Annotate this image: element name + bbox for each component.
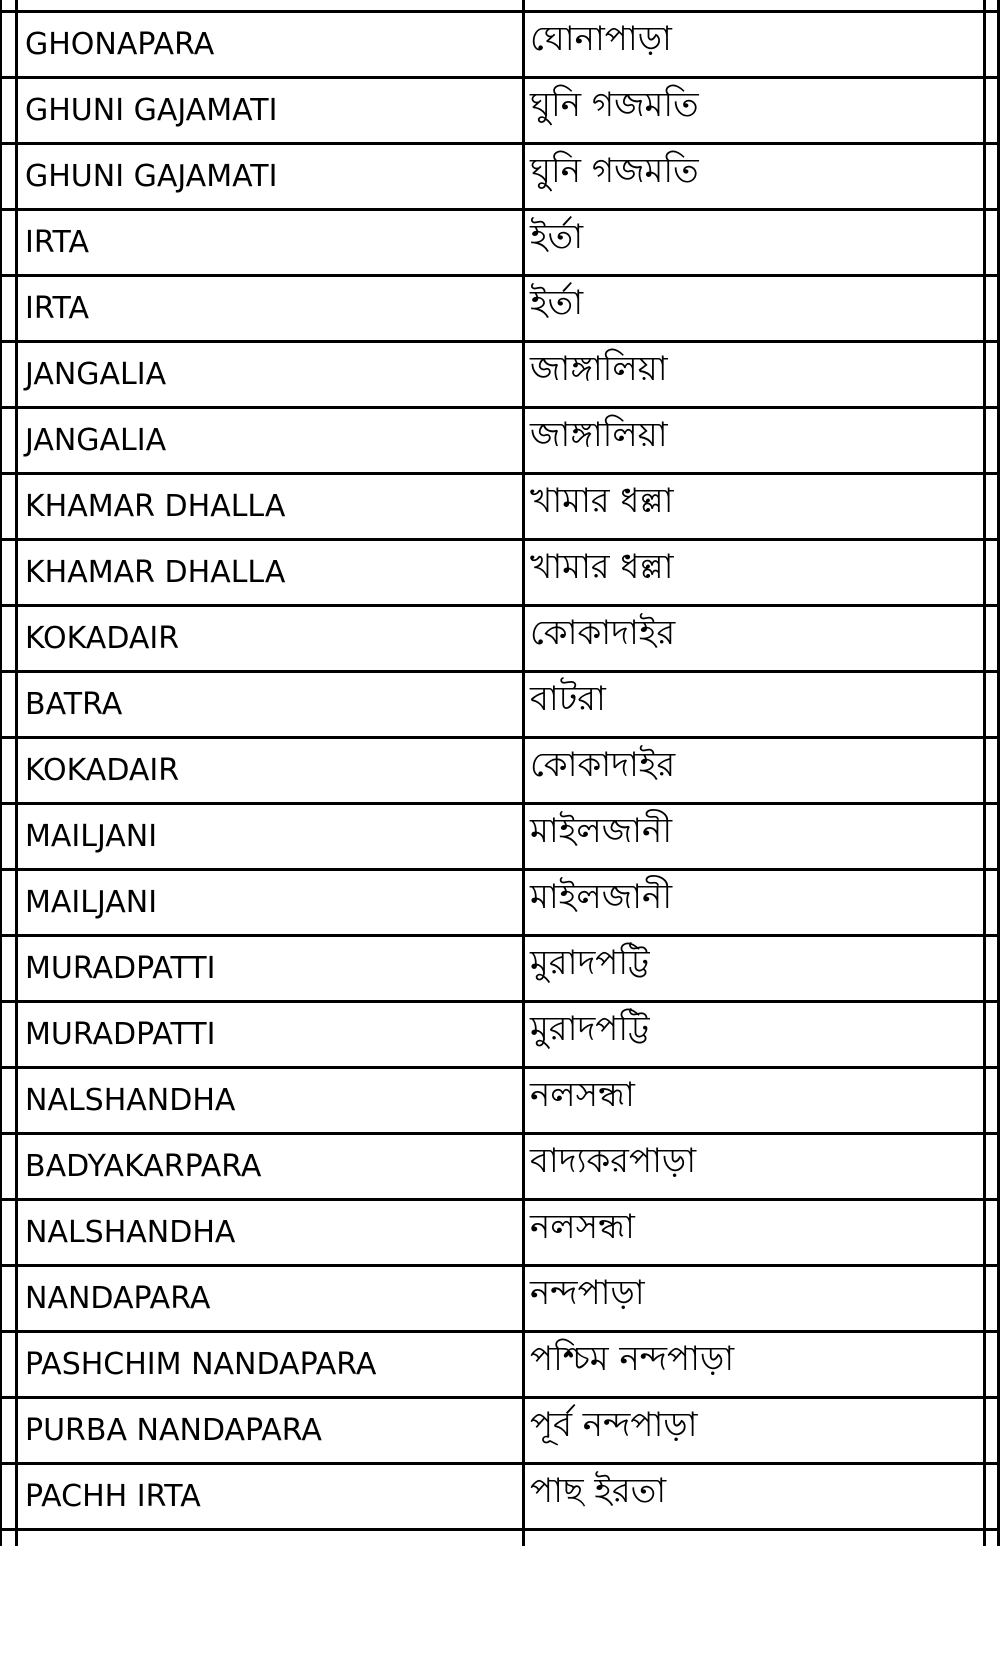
- bengali-name-cell: মাইলজানী: [530, 811, 673, 851]
- table-row: [0, 406, 1000, 472]
- bengali-name-cell: জাঙ্গালিয়া: [530, 415, 668, 455]
- table-row: [0, 802, 1000, 868]
- table-row: [0, 1000, 1000, 1066]
- table-row: [0, 142, 1000, 208]
- table-row: [0, 868, 1000, 934]
- bengali-name-cell: নলসন্ধা: [530, 1207, 635, 1247]
- english-name-cell: KOKADAIR: [25, 621, 180, 656]
- village-name-table: [0, 10, 1000, 1531]
- english-name-cell: MAILJANI: [25, 819, 158, 854]
- bengali-name-cell: পাছ ইরতা: [530, 1471, 667, 1511]
- bengali-name-cell: ঘোনাপাড়া: [530, 19, 672, 59]
- table-row: [0, 1264, 1000, 1330]
- english-name-cell: BATRA: [25, 687, 123, 722]
- table-row: [0, 538, 1000, 604]
- english-name-cell: NALSHANDHA: [25, 1215, 236, 1250]
- english-name-cell: BADYAKARPARA: [25, 1149, 262, 1184]
- bengali-name-cell: ঘুনি গজমতি: [530, 151, 699, 191]
- english-name-cell: GHUNI GAJAMATI: [25, 93, 278, 128]
- bengali-name-cell: ইর্তা: [530, 217, 584, 257]
- bengali-name-cell: মুরাদপট্টি: [530, 943, 650, 983]
- table-row: [0, 1462, 1000, 1531]
- english-name-cell: IRTA: [25, 225, 90, 260]
- english-name-cell: KOKADAIR: [25, 753, 180, 788]
- bengali-name-cell: পশ্চিম নন্দপাড়া: [530, 1339, 735, 1379]
- table-row: [0, 208, 1000, 274]
- table-row: [0, 604, 1000, 670]
- bengali-name-cell: কোকাদাইর: [530, 613, 676, 653]
- table-row: [0, 934, 1000, 1000]
- table-row: [0, 1396, 1000, 1462]
- english-name-cell: IRTA: [25, 291, 90, 326]
- table-row: [0, 10, 1000, 76]
- english-name-cell: JANGALIA: [25, 423, 167, 458]
- bengali-name-cell: বাদ্যকরপাড়া: [530, 1141, 697, 1181]
- english-name-cell: NALSHANDHA: [25, 1083, 236, 1118]
- english-name-cell: PURBA NANDAPARA: [25, 1413, 322, 1448]
- bengali-name-cell: নলসন্ধা: [530, 1075, 635, 1115]
- bengali-name-cell: ইর্তা: [530, 283, 584, 323]
- english-name-cell: KHAMAR DHALLA: [25, 489, 286, 524]
- english-name-cell: KHAMAR DHALLA: [25, 555, 286, 590]
- table-row: [0, 1330, 1000, 1396]
- table-row: [0, 1066, 1000, 1132]
- bengali-name-cell: পূর্ব নন্দপাড়া: [530, 1405, 698, 1445]
- english-name-cell: MURADPATTI: [25, 1017, 216, 1052]
- english-name-cell: MURADPATTI: [25, 951, 216, 986]
- table-row: [0, 472, 1000, 538]
- english-name-cell: NANDAPARA: [25, 1281, 211, 1316]
- bengali-name-cell: বাটরা: [530, 679, 606, 719]
- bengali-name-cell: মাইলজানী: [530, 877, 673, 917]
- bengali-name-cell: মুরাদপট্টি: [530, 1009, 650, 1049]
- table-row: [0, 274, 1000, 340]
- bengali-name-cell: কোকাদাইর: [530, 745, 676, 785]
- english-name-cell: GHUNI GAJAMATI: [25, 159, 278, 194]
- bengali-name-cell: নন্দপাড়া: [530, 1273, 645, 1313]
- bengali-name-cell: ঘুনি গজমতি: [530, 85, 699, 125]
- bengali-name-cell: খামার ধল্লা: [530, 547, 674, 587]
- bengali-name-cell: জাঙ্গালিয়া: [530, 349, 668, 389]
- english-name-cell: MAILJANI: [25, 885, 158, 920]
- table-row: [0, 1198, 1000, 1264]
- bengali-name-cell: খামার ধল্লা: [530, 481, 674, 521]
- table-row: [0, 736, 1000, 802]
- table-row: [0, 670, 1000, 736]
- english-name-cell: PACHH IRTA: [25, 1479, 201, 1514]
- table-row: [0, 1132, 1000, 1198]
- table-row: [0, 76, 1000, 142]
- table-row: [0, 340, 1000, 406]
- english-name-cell: JANGALIA: [25, 357, 167, 392]
- english-name-cell: GHONAPARA: [25, 27, 215, 62]
- english-name-cell: PASHCHIM NANDAPARA: [25, 1347, 377, 1382]
